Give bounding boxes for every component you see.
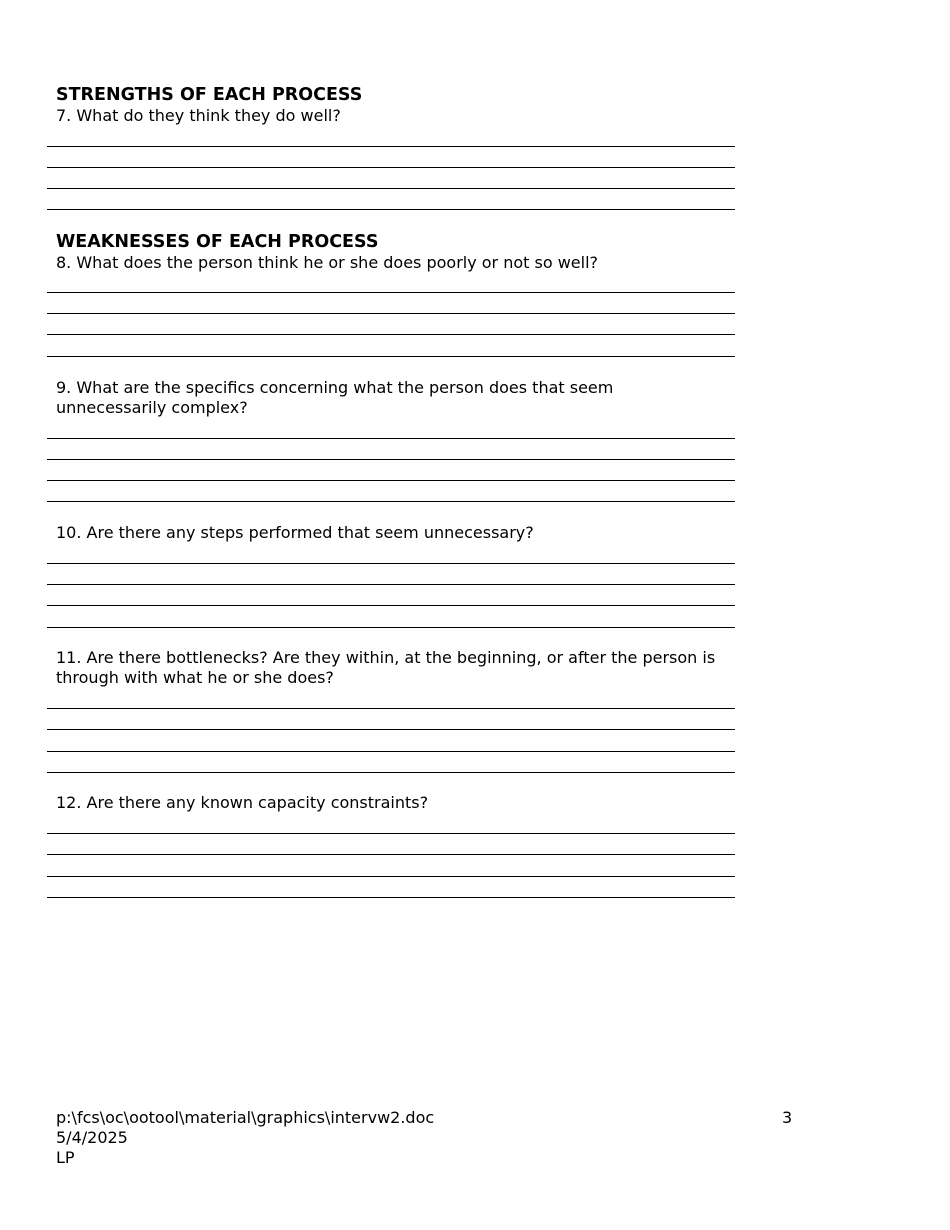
footer-date: 5/4/2025	[56, 1128, 128, 1147]
answer-line[interactable]	[47, 584, 735, 585]
answer-line[interactable]	[47, 833, 735, 834]
answer-line[interactable]	[47, 501, 735, 502]
answer-line[interactable]	[47, 459, 735, 460]
answer-line[interactable]	[47, 480, 735, 481]
answer-line[interactable]	[47, 627, 735, 628]
answer-line[interactable]	[47, 854, 735, 855]
answer-line[interactable]	[47, 292, 735, 293]
page-number: 3	[782, 1108, 793, 1127]
answer-line[interactable]	[47, 897, 735, 898]
answer-line[interactable]	[47, 876, 735, 877]
answer-line[interactable]	[47, 334, 735, 335]
answer-line[interactable]	[47, 188, 735, 189]
answer-line[interactable]	[47, 209, 735, 210]
question-10: 10. Are there any steps performed that seem unnecessary?	[56, 523, 534, 542]
answer-line[interactable]	[47, 438, 735, 439]
answer-line[interactable]	[47, 729, 735, 730]
answer-line[interactable]	[47, 146, 735, 147]
weaknesses-heading: WEAKNESSES OF EACH PROCESS	[56, 232, 379, 252]
answer-line[interactable]	[47, 313, 735, 314]
answer-line[interactable]	[47, 167, 735, 168]
question-9: 9. What are the specifics concerning what the person does that seem unnecessarily complex?	[56, 378, 614, 417]
footer-initials: LP	[56, 1148, 75, 1167]
question-12: 12. Are there any known capacity constraints?	[56, 793, 429, 812]
answer-line[interactable]	[47, 356, 735, 357]
answer-line[interactable]	[47, 563, 735, 564]
answer-line[interactable]	[47, 605, 735, 606]
answer-line[interactable]	[47, 708, 735, 709]
strengths-heading: STRENGTHS OF EACH PROCESS	[56, 85, 363, 105]
question-8: 8. What does the person think he or she does poorly or not so well?	[56, 253, 599, 272]
answer-line[interactable]	[47, 751, 735, 752]
footer-file-path: p:\fcs\oc\ootool\material\graphics\intervw2.doc	[56, 1108, 435, 1127]
answer-line[interactable]	[47, 772, 735, 773]
question-7: 7. What do they think they do well?	[56, 106, 341, 125]
question-11: 11. Are there bottlenecks? Are they within, at the beginning, or after the person is through with what he or she does?	[56, 648, 716, 687]
